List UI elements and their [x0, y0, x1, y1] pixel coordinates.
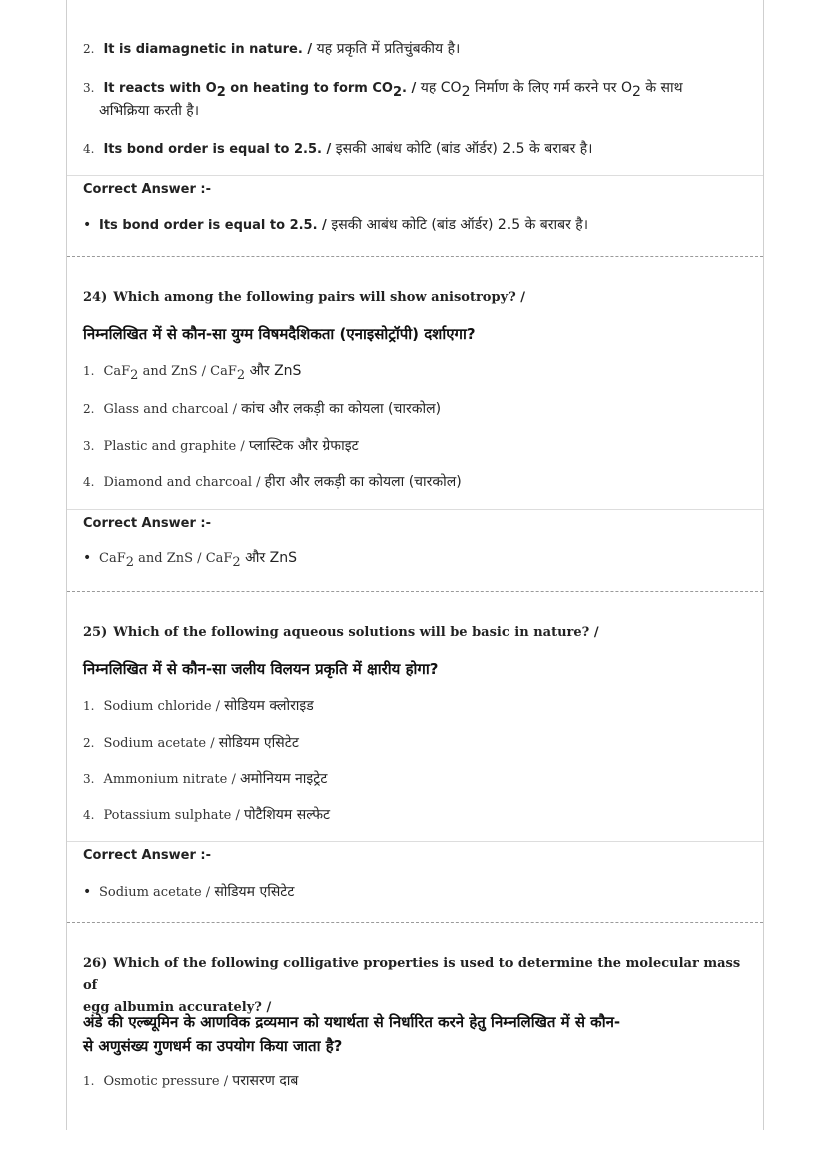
question-25-hindi: निम्नलिखित में से कौन-सा जलीय विलयन प्रकृति में क्षारीय होगा? — [83, 660, 439, 678]
q25-option-2: 2. Sodium acetate / सोडियम एसिटेट — [83, 735, 299, 751]
question-26-english: 26) Which of the following colligative properties is used to determine the molecular mass of egg albumin accurately? / — [83, 956, 741, 1015]
q24-option-2: 2. Glass and charcoal / कांच और लकड़ी का कोयला (चारकोल) — [83, 401, 442, 417]
correct-answer-item: • Its bond order is equal to 2.5. / इसकी आबंध कोटि (बांड ऑर्डर) 2.5 के बराबर है। — [83, 217, 589, 233]
correct-answer-item: • CaF$_2$ and ZnS / CaF$_2$ और ZnS — [83, 550, 297, 570]
q23-option-3: 3. It reacts with $O_2$ on heating to form $CO_2$. / यह $CO_2$ निर्माण के लिए गर्म करने पर $O_2$ के साथ — [83, 80, 683, 100]
question-26-hindi: अंडे की एल्ब्यूमिन के आणविक द्रव्यमान को यथार्थता से निर्धारित करने हेतु निम्नलिखित में से कौन- से अणुसंख्य गुणधर्म का उपयोग किया जाता है? — [83, 1013, 621, 1055]
question-separator — [67, 922, 763, 923]
q24-option-3: 3. Plastic and graphite / प्लास्टिक और ग्रेफाइट — [83, 438, 359, 454]
q23-option-3-line2: अभिक्रिया करती है। — [99, 103, 200, 119]
correct-answer-item: • Sodium acetate / सोडियम एसिटेट — [83, 884, 295, 900]
question-paper-page — [66, 0, 764, 1130]
q25-option-1: 1. Sodium chloride / सोडियम क्लोराइड — [83, 698, 314, 714]
q25-option-4: 4. Potassium sulphate / पोटैशियम सल्फेट — [83, 807, 331, 823]
question-25-english: 25) Which of the following aqueous solutions will be basic in nature? / — [83, 625, 599, 640]
q23-option-4: 4. Its bond order is equal to 2.5. / इसकी आबंध कोटि (बांड ऑर्डर) 2.5 के बराबर है। — [83, 141, 593, 157]
q24-option-4: 4. Diamond and charcoal / हीरा और लकड़ी का कोयला (चारकोल) — [83, 474, 462, 490]
correct-answer-label: Correct Answer :- — [83, 516, 211, 531]
divider — [67, 175, 763, 176]
question-separator — [67, 256, 763, 257]
correct-answer-label: Correct Answer :- — [83, 182, 211, 197]
q25-option-3: 3. Ammonium nitrate / अमोनियम नाइट्रेट — [83, 771, 328, 787]
question-separator — [67, 591, 763, 592]
question-24-english: 24) Which among the following pairs will show anisotropy? / — [83, 290, 526, 305]
divider — [67, 841, 763, 842]
q26-option-1: 1. Osmotic pressure / परासरण दाब — [83, 1073, 299, 1089]
q23-option-2: 2. It is diamagnetic in nature. / यह प्रकृति में प्रतिचुंबकीय है। — [83, 41, 461, 57]
correct-answer-label: Correct Answer :- — [83, 848, 211, 863]
q24-option-1: 1. CaF$_2$ and ZnS / CaF$_2$ और ZnS — [83, 363, 302, 383]
divider — [67, 509, 763, 510]
question-24-hindi: निम्नलिखित में से कौन-सा युग्म विषमदैशिकता (एनाइसोट्रॉपी) दर्शाएगा? — [83, 325, 476, 343]
